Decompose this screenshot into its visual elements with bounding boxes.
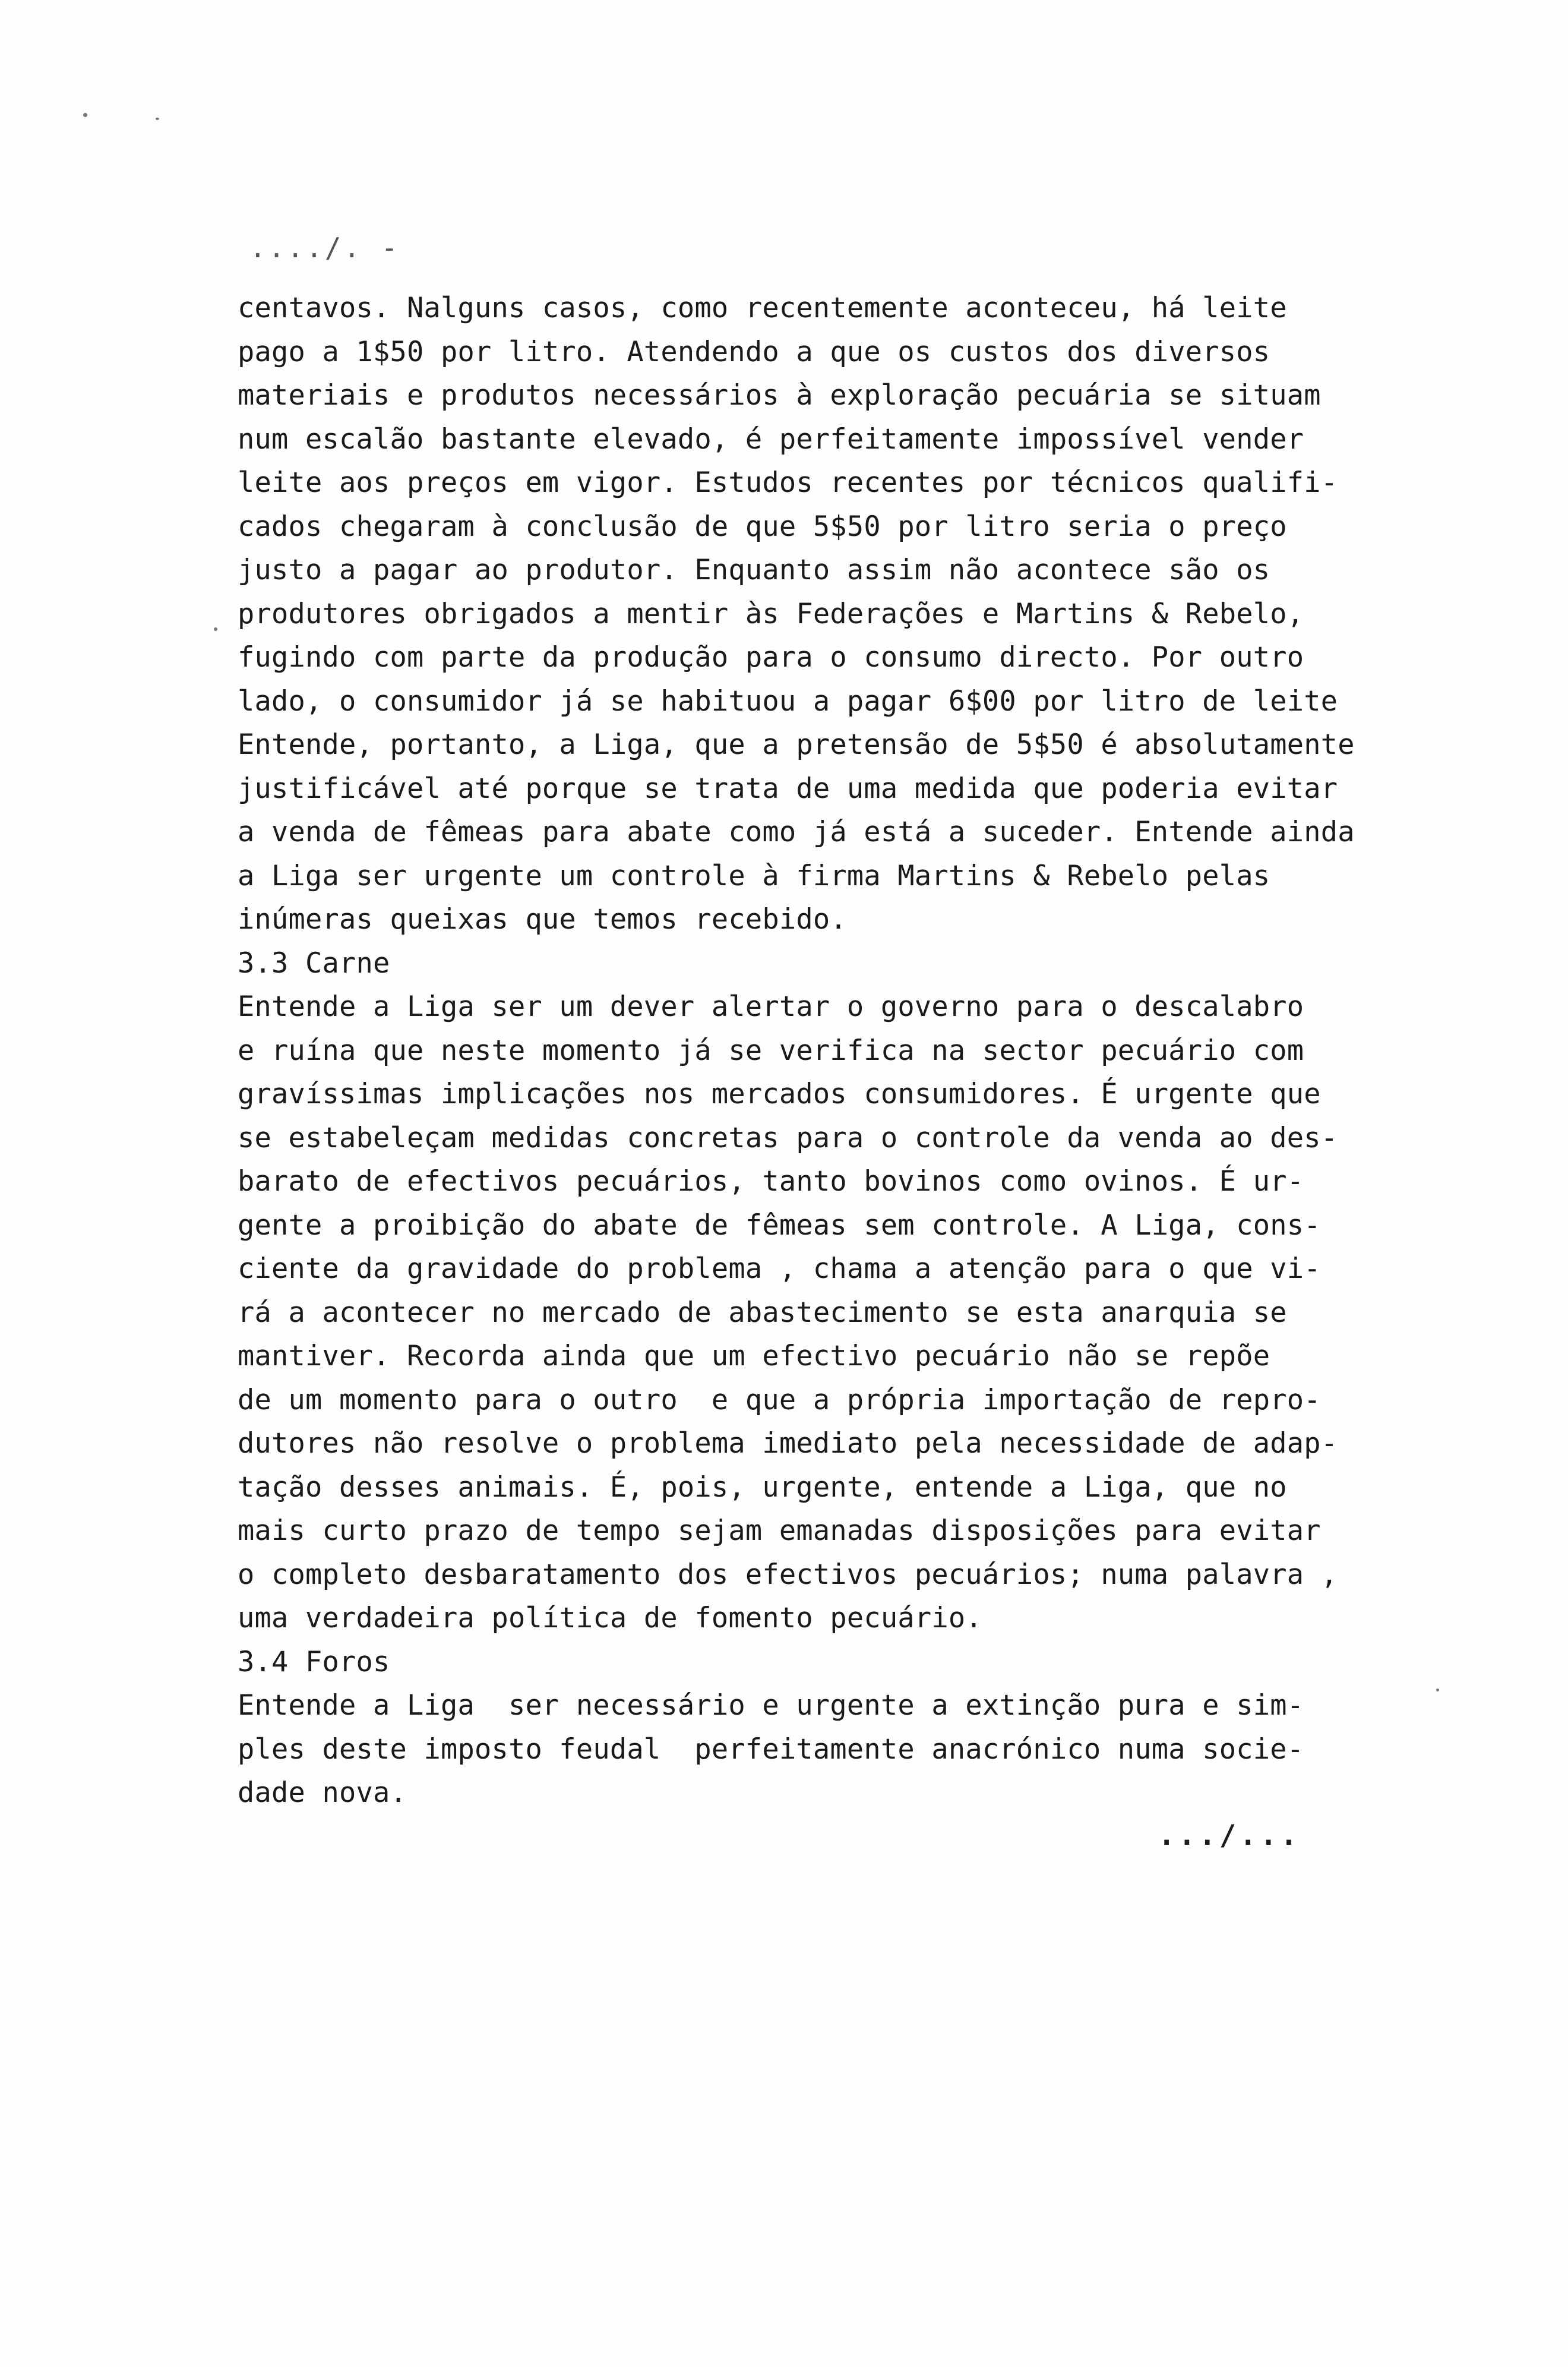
text-line: leite aos preços em vigor. Estudos recentes por técnicos qualifi- — [238, 466, 1338, 499]
text-line: barato de efectivos pecuários, tanto bovinos como ovinos. É ur- — [238, 1165, 1304, 1198]
text-line: dutores não resolve o problema imediato pela necessidade de adap- — [238, 1427, 1338, 1460]
text-line: ciente da gravidade do problema , chama a atenção para o que vi- — [238, 1252, 1321, 1285]
text-line: mais curto prazo de tempo sejam emanadas disposições para evitar — [238, 1514, 1321, 1547]
text-line: lado, o consumidor já se habituou a pagar 6$00 por litro de leite — [238, 684, 1338, 718]
section-heading-foros: 3.4 Foros — [238, 1645, 390, 1678]
text-line: justo a pagar ao produtor. Enquanto assim não acontece são os — [238, 554, 1270, 586]
scan-speck — [1436, 1689, 1439, 1691]
text-line: produtores obrigados a mentir às Federações e Martins & Rebelo, — [238, 597, 1304, 630]
text-line: centavos. Nalguns casos, como recentemente aconteceu, há leite — [238, 292, 1287, 324]
text-line: dade nova. — [238, 1776, 407, 1809]
section-heading-carne: 3.3 Carne — [238, 946, 390, 980]
body-text — [238, 286, 1461, 1815]
scan-speck — [214, 627, 217, 631]
text-line: inúmeras queixas que temos recebido. — [238, 903, 847, 936]
text-line: e ruína que neste momento já se verifica na sector pecuário com — [238, 1034, 1304, 1067]
text-line: num escalão bastante elevado, é perfeitamente impossível vender — [238, 422, 1304, 456]
text-line: rá a acontecer no mercado de abastecimento se esta anarquia se — [238, 1296, 1287, 1329]
text-line: tação desses animais. É, pois, urgente, entende a Liga, que no — [238, 1470, 1287, 1504]
text-line: justificável até porque se trata de uma medida que poderia evitar — [238, 772, 1338, 805]
text-line: gravíssimas implicações nos mercados consumidores. É urgente que — [238, 1078, 1321, 1110]
text-line: ples deste imposto feudal perfeitamente anacrónico numa socie- — [238, 1732, 1304, 1766]
text-line: Entende a Liga ser necessário e urgente a extinção pura e sim- — [238, 1689, 1304, 1722]
text-line: materiais e produtos necessários à exploração pecuária se situam — [238, 379, 1321, 412]
scan-speck — [83, 113, 87, 117]
text-line: de um momento para o outro e que a própria importação de repro- — [238, 1383, 1321, 1416]
text-line: se estabeleçam medidas concretas para o controle da venda ao des- — [238, 1121, 1338, 1154]
text-line: uma verdadeira política de fomento pecuário. — [238, 1602, 982, 1634]
text-line: Entende, portanto, a Liga, que a pretensão de 5$50 é absolutamente — [238, 728, 1355, 761]
text-line: a Liga ser urgente um controle à firma Martins & Rebelo pelas — [238, 859, 1270, 892]
continuation-mark-bottom: .../... — [1158, 1819, 1301, 1852]
continuation-mark-top: ..../. - — [249, 232, 400, 264]
text-line: o completo desbaratamento dos efectivos pecuários; numa palavra , — [238, 1558, 1338, 1591]
text-line: pago a 1$50 por litro. Atendendo a que os custos dos diversos — [238, 335, 1270, 368]
text-line: a venda de fêmeas para abate como já está a suceder. Entende ainda — [238, 816, 1355, 848]
scan-speck — [156, 118, 159, 120]
text-line: mantiver. Recorda ainda que um efectivo pecuário não se repõe — [238, 1340, 1270, 1372]
text-line: cados chegaram à conclusão de que 5$50 por litro seria o preço — [238, 510, 1287, 543]
text-line: gente a proibição do abate de fêmeas sem controle. A Liga, cons- — [238, 1208, 1321, 1242]
text-line: fugindo com parte da produção para o consumo directo. Por outro — [238, 641, 1304, 674]
text-line: Entende a Liga ser um dever alertar o governo para o descalabro — [238, 990, 1304, 1023]
